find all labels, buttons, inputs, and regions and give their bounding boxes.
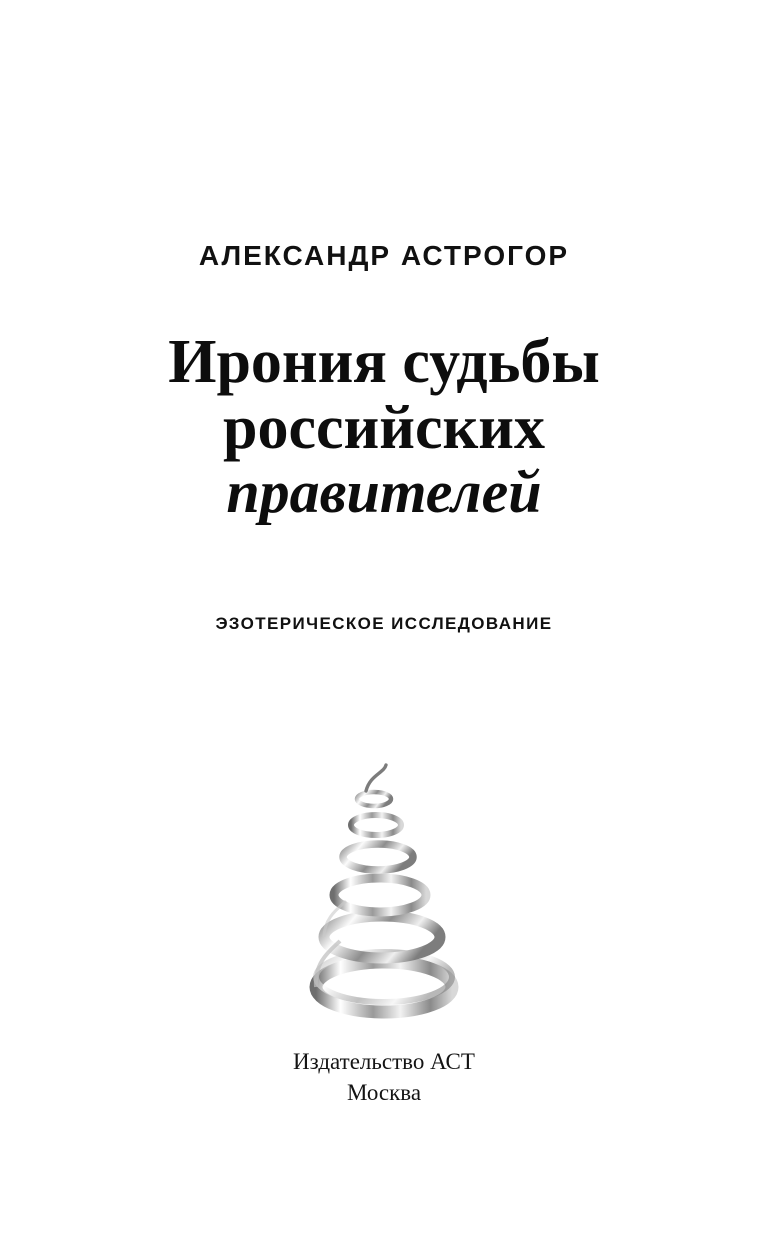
- title-line-2: российских: [223, 393, 545, 462]
- publisher-city: Москва: [346, 1080, 422, 1106]
- book-subtitle: ЭЗОТЕРИЧЕСКОЕ ИССЛЕДОВАНИЕ: [215, 614, 553, 633]
- title-line-1: Ирония судьбы: [168, 328, 600, 396]
- author-name: АЛЕКСАНДР АСТРОГОР: [198, 240, 570, 271]
- title-line-3: правителей: [226, 459, 542, 526]
- publisher-logo: [0, 725, 768, 1025]
- spiral-logo-icon: [274, 725, 494, 1025]
- publisher-name: Издательство АСТ: [293, 1049, 475, 1074]
- book-title: [0, 330, 768, 525]
- publisher-info: [0, 1046, 768, 1108]
